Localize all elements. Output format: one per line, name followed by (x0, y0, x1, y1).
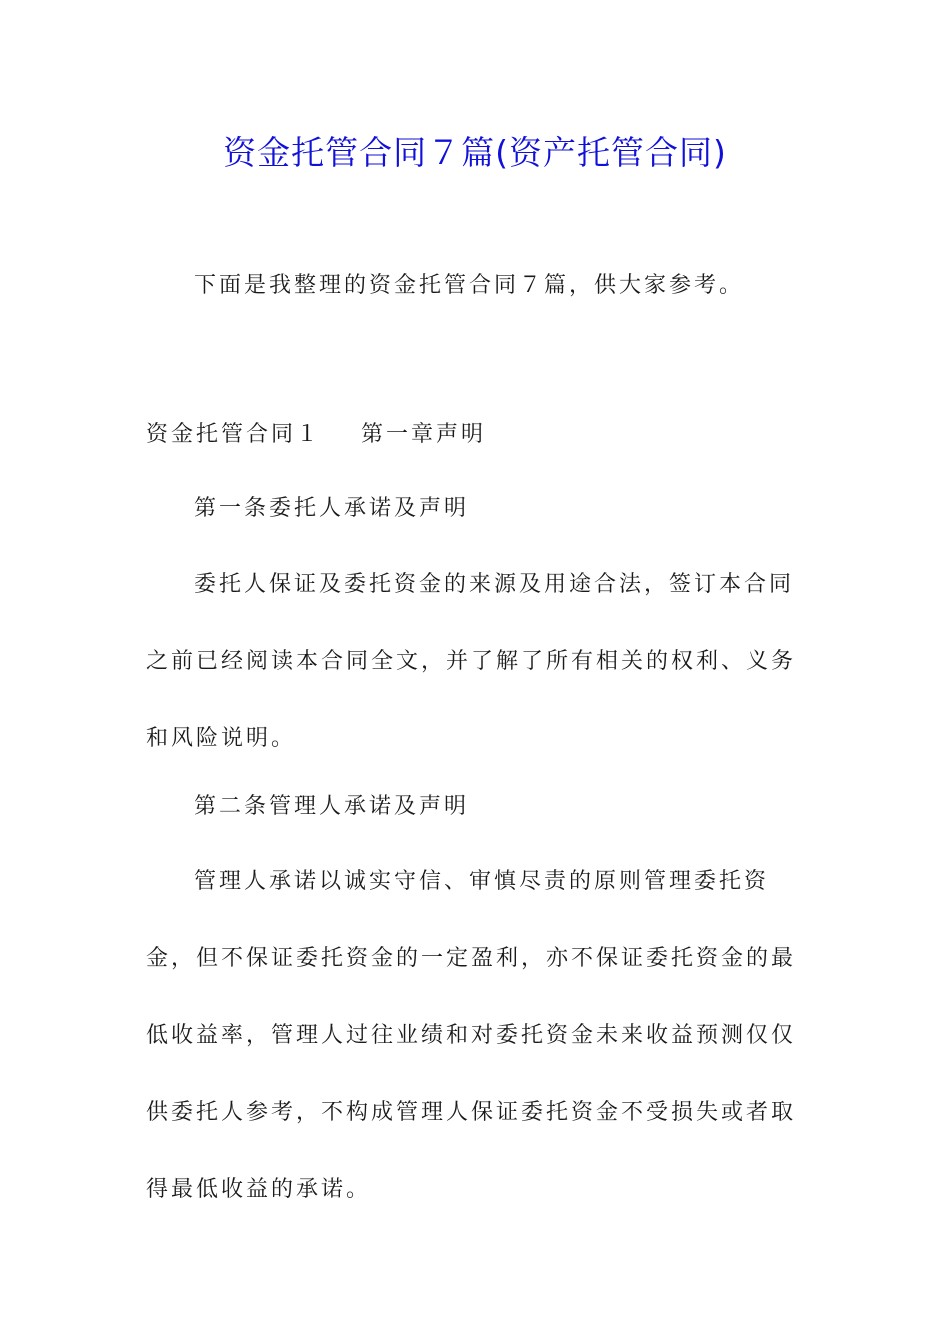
chapter-heading: 第一章声明 (361, 422, 487, 447)
intro-paragraph: 下面是我整理的资金托管合同７篇，供大家参考。 (194, 273, 745, 298)
article1-title: 第一条委托人承诺及声明 (194, 496, 470, 521)
section-heading (146, 396, 806, 473)
contract-heading: 资金托管合同１ (146, 422, 322, 447)
document-title: 资金托管合同７篇(资产托管合同) (223, 133, 727, 172)
article1-body: 委托人保证及委托资金的来源及用途合法，签订本合同之前已经阅读本合同全文，并了解了所有相关的权利、义务和风险说明。 (146, 572, 797, 751)
article2-body: 管理人承诺以诚实守信、审慎尽责的原则管理委托资金，但不保证委托资金的一定盈利，亦不保证委托资金的最低收益率，管理人过往业绩和对委托资金未来收益预测仅仅供委托人参考，不构成管理人保证委托资金不受损失或者取得最低收益的承诺。 (146, 869, 797, 1202)
article2-title: 第二条管理人承诺及声明 (194, 794, 470, 819)
